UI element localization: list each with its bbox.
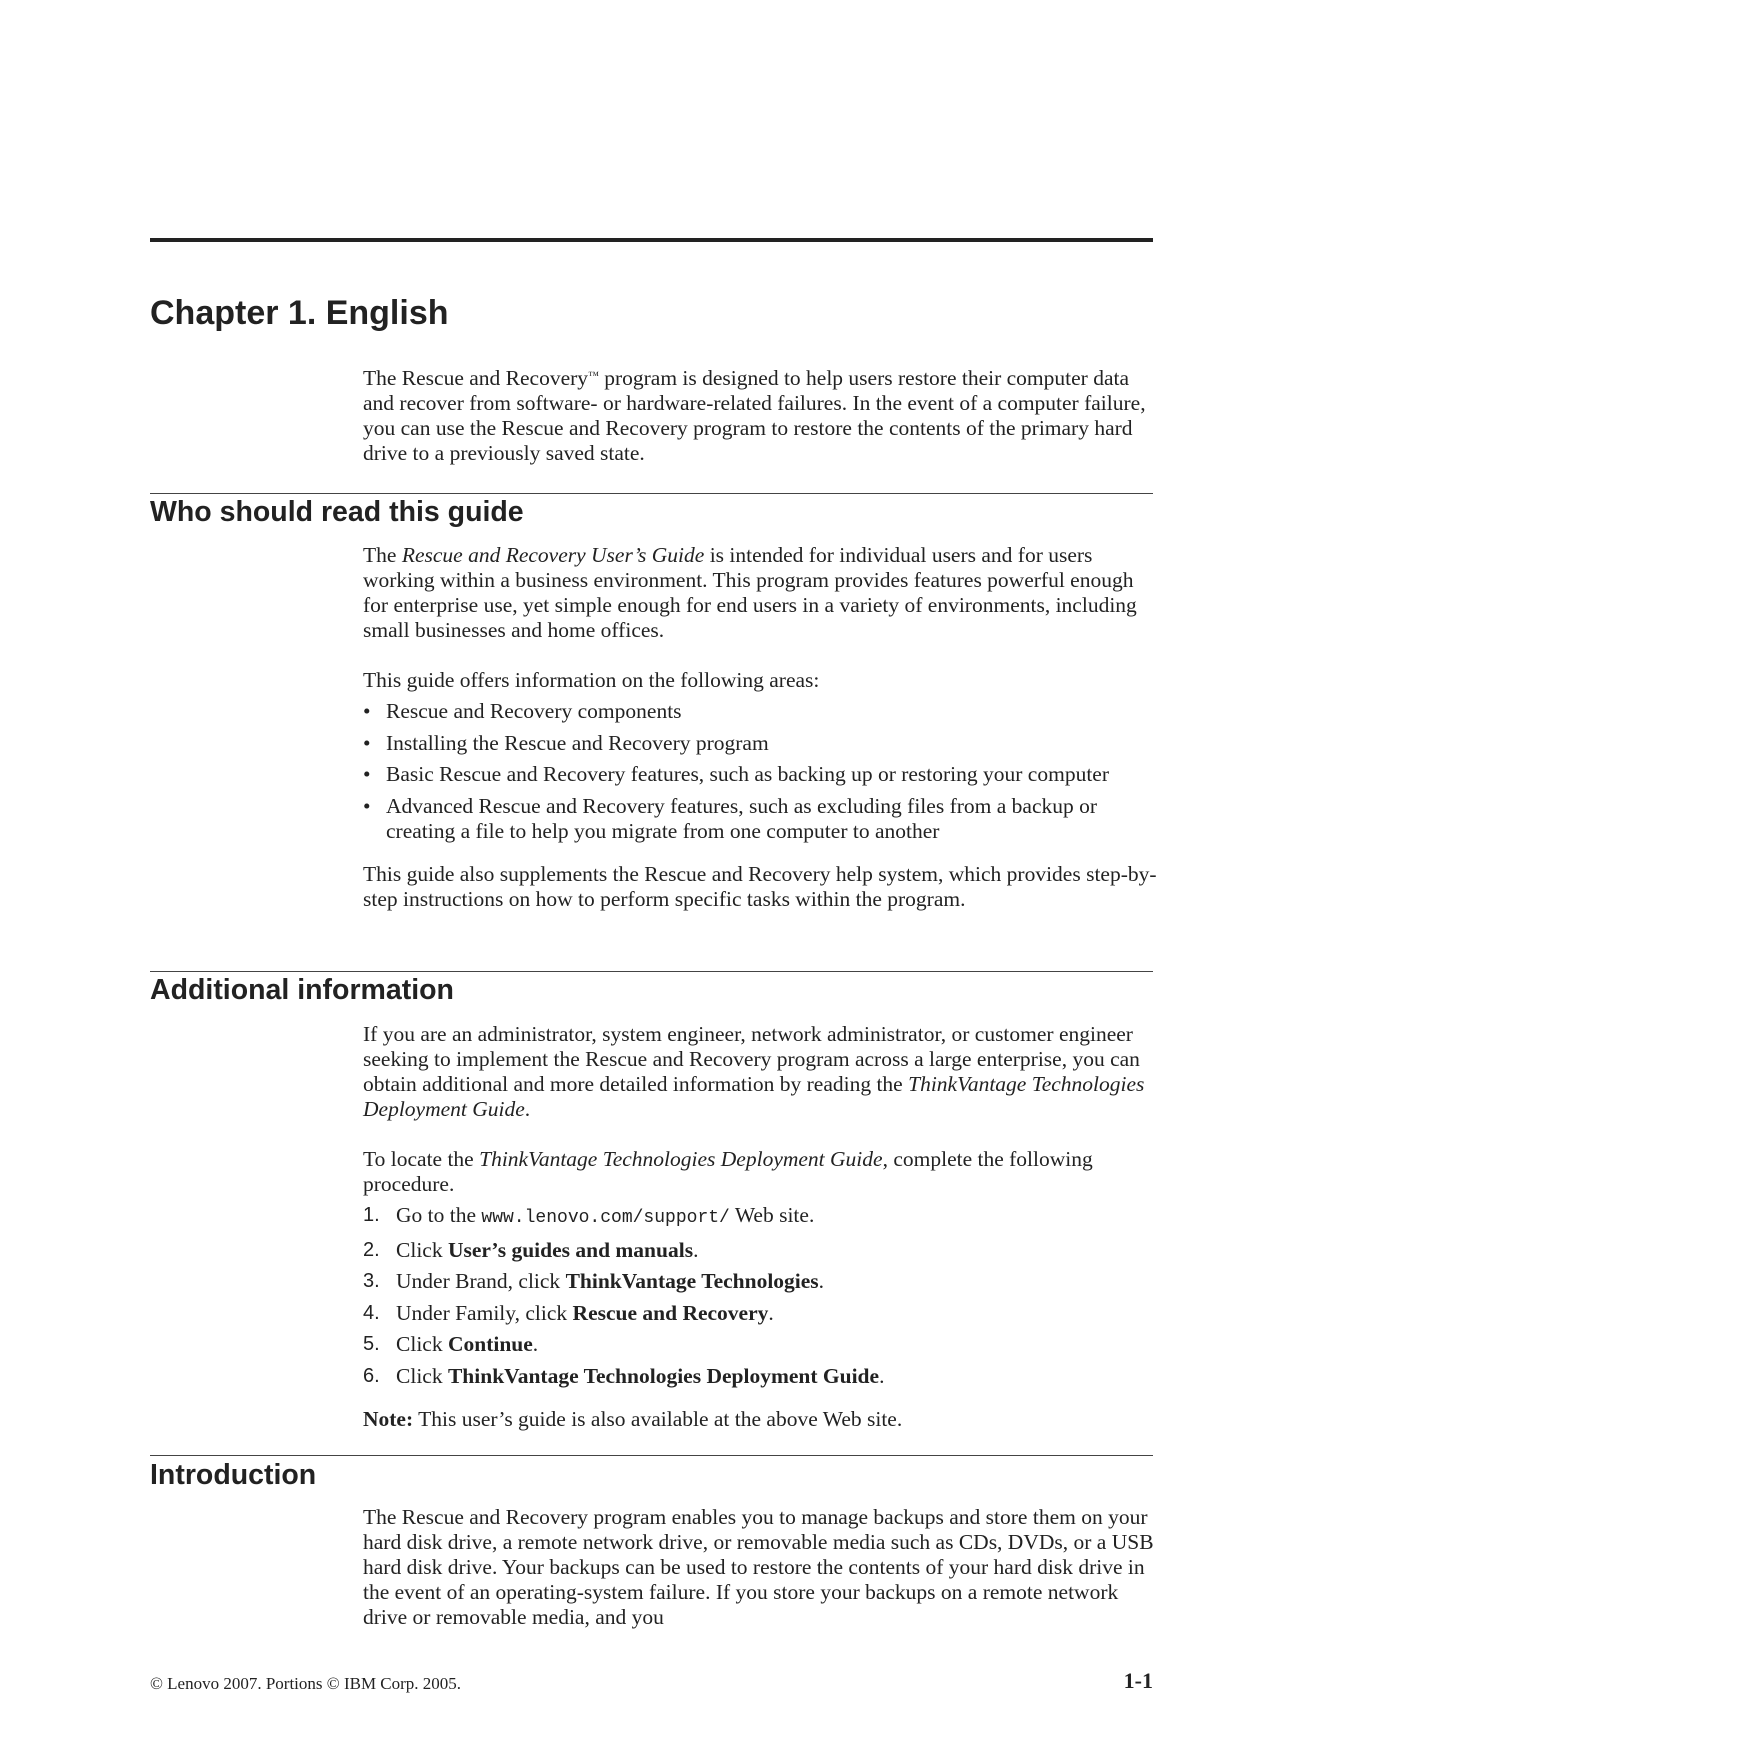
list-item: • Rescue and Recovery components — [363, 699, 682, 723]
who-paragraph-1: The Rescue and Recovery User’s Guide is intended for individual users and for users working within a business environment. This program provides features powerful enough for enterprise use, yet simple enough for end users in a variety of environments, including small businesses and home offices. — [363, 543, 1137, 642]
step-number: 2. — [363, 1238, 380, 1261]
bullet-icon: • — [363, 730, 371, 755]
who-paragraph-3: This guide also supplements the Rescue and Recovery help system, which provides step-by-step instructions on how to perform specific tasks within the program. — [363, 862, 1157, 911]
section-rule-who — [150, 493, 1153, 494]
additional-paragraph-2: To locate the ThinkVantage Technologies Deployment Guide, complete the following procedure. — [363, 1147, 1093, 1196]
note-paragraph: Note: This user’s guide is also available at the above Web site. — [363, 1407, 903, 1431]
step-number: 3. — [363, 1270, 380, 1292]
list-item: • Installing the Rescue and Recovery program — [363, 730, 769, 755]
trademark-symbol: ™ — [588, 370, 599, 382]
chapter-title: Chapter 1. English — [150, 294, 449, 332]
deployment-guide-italic: ThinkVantage Technologies Deployment Guide — [363, 1072, 1145, 1121]
introduction-section — [363, 1505, 1163, 1630]
who-should-read-section — [363, 543, 1163, 912]
procedure-step: 1. Go to the www.lenovo.com/support/ Web site. — [363, 1203, 815, 1228]
additional-paragraph-1: If you are an administrator, system engineer, network administrator, or customer engineer seeking to implement the Rescue and Recovery program across a large enterprise, you can obtain additional and more detailed information by reading the ThinkVantage Technologies Deployment Guide. — [363, 1022, 1145, 1121]
heading-additional-information: Additional information — [150, 974, 454, 1006]
chapter-top-rule — [150, 238, 1153, 242]
procedure-step: 3. Under Brand, click ThinkVantage Technologies. — [363, 1269, 825, 1293]
procedure-step: 4. Under Family, click Rescue and Recovery. — [363, 1300, 774, 1325]
section-rule-additional — [150, 971, 1153, 972]
bullet-icon: • — [363, 793, 371, 818]
additional-info-section — [363, 1022, 1163, 1432]
step-number: 4. — [363, 1301, 380, 1324]
list-item: • Basic Rescue and Recovery features, such as backing up or restoring your computer — [363, 762, 1110, 786]
step-number: 1. — [363, 1204, 380, 1226]
heading-introduction: Introduction — [150, 1459, 317, 1491]
page-number: 1-1 — [1123, 1668, 1153, 1693]
intro-paragraph: The Rescue and Recovery™ program is designed to help users restore their computer data and recover from software- or hardware-related failures. In the event of a computer failure, you can use the Rescue and Recovery program to restore the contents of the primary hard drive to a previously saved state. — [363, 366, 1146, 465]
introduction-paragraph: The Rescue and Recovery program enables you to manage backups and store them on your hard disk drive, a remote network drive, or removable media such as CDs, DVDs, or a USB hard disk drive. Your backups can be used to restore the contents of your hard disk drive in the event of an operating-system failure. If you store your backups on a remote network drive or removable media, and you — [363, 1505, 1154, 1629]
procedure-step: 2. Click User’s guides and manuals. — [363, 1237, 699, 1262]
step-number: 5. — [363, 1333, 380, 1355]
section-rule-introduction — [150, 1455, 1153, 1456]
support-url: www.lenovo.com/support/ — [481, 1208, 730, 1228]
procedure-steps-list — [363, 1203, 1163, 1389]
note-label: Note: — [363, 1407, 414, 1431]
footer-copyright: © Lenovo 2007. Portions © IBM Corp. 2005. — [150, 1674, 462, 1693]
procedure-step: 6. Click ThinkVantage Technologies Deployment Guide. — [363, 1363, 885, 1388]
list-item: • Advanced Rescue and Recovery features, such as excluding files from a backup or creating a file to help you migrate from one computer to another — [363, 793, 1098, 843]
guide-title-italic: Rescue and Recovery User’s Guide — [401, 543, 705, 567]
bullet-icon: • — [363, 762, 371, 786]
deployment-guide-italic: ThinkVantage Technologies Deployment Guide — [479, 1147, 883, 1171]
bullet-icon: • — [363, 699, 371, 723]
step-number: 6. — [363, 1364, 380, 1387]
intro-section — [363, 366, 1163, 466]
heading-who-should-read: Who should read this guide — [150, 496, 524, 528]
procedure-step: 5. Click Continue. — [363, 1332, 539, 1356]
who-paragraph-2: This guide offers information on the following areas: — [363, 668, 820, 692]
topics-bullet-list — [363, 699, 1163, 844]
